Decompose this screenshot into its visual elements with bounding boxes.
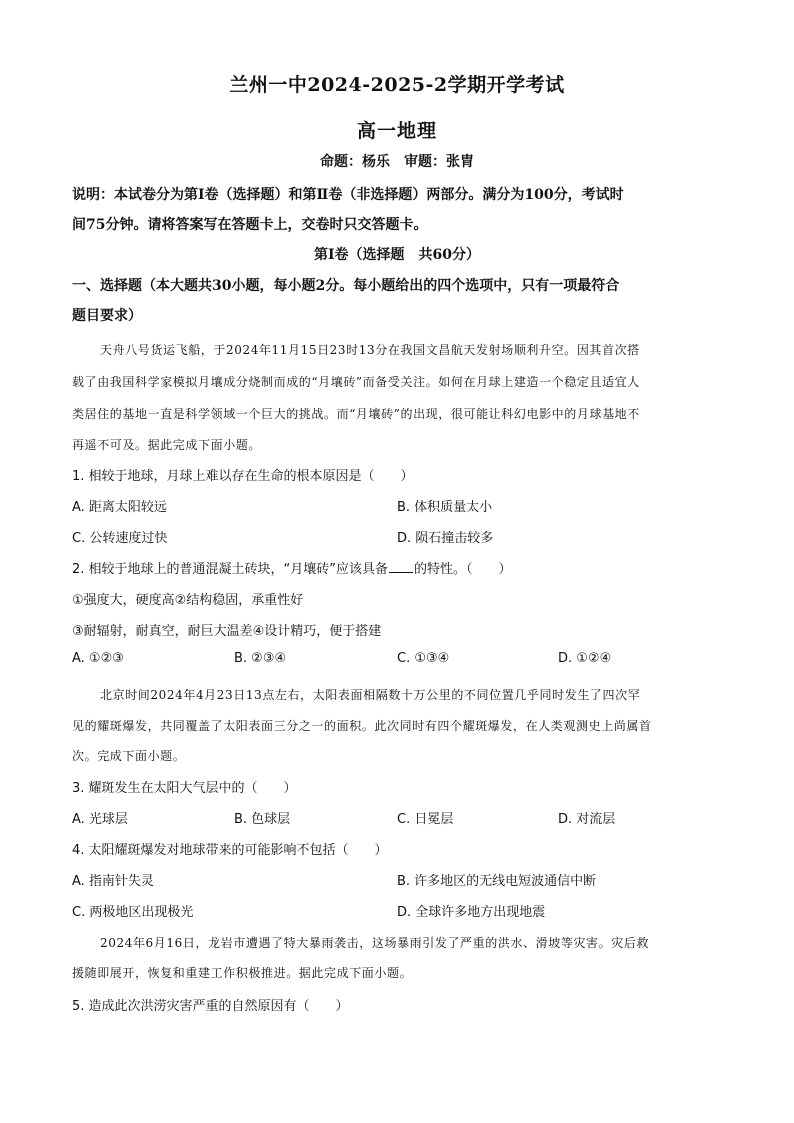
question-3-option-b: B. 色球层: [234, 812, 291, 827]
question-3-option-a: A. 光球层: [72, 812, 128, 827]
question-2-statements-1: ①强度大，硬度高②结构稳固，承重性好: [72, 593, 304, 608]
question-4-stem: 4. 太阳耀斑爆发对地球带来的可能影响不包括（ ）: [72, 843, 388, 858]
question-2-option-d: D. ①②④: [558, 651, 612, 666]
passage-2-line-1: 北京时间2024年4月23日13点左右，太阳表面相隔数十万公里的不同位置几乎同时发生了四次罕: [100, 688, 641, 702]
question-2-stem-start: 2. 相较于地球上的普通混凝土砖块，“月壤砖”应该具备: [72, 562, 389, 577]
passage-1-line-3: 类居住的基地一直是科学领域一个巨大的挑战。而“月壤砖”的出现，很可能让科幻电影中的月球基地不: [72, 407, 640, 421]
question-2-option-c: C. ①③④: [397, 651, 450, 666]
instructions-line-2: 间75分钟。请将答案写在答题卡上，交卷时只交答题卡。: [72, 217, 428, 233]
question-1-option-a: A. 距离太阳较远: [72, 500, 167, 515]
exam-title: 兰州一中2024-2025-2学期开学考试: [229, 74, 565, 96]
passage-2-line-2: 见的耀斑爆发，共同覆盖了太阳表面三分之一的面积。此次同时有四个耀斑爆发，在人类观测史上尚属首: [72, 719, 652, 733]
question-5-stem: 5. 造成此次洪涝灾害严重的自然原因有（ ）: [72, 999, 349, 1014]
section-heading-line-1: 一、选择题（本大题共30小题，每小题2分。每小题给出的四个选项中，只有一项最符合: [72, 278, 620, 294]
answer-blank: [389, 560, 413, 573]
passage-3-line-2: 援随即展开，恢复和重建工作积极推进。据此完成下面小题。: [72, 966, 413, 980]
question-1-stem: 1. 相较于地球，月球上难以存在生命的根本原因是（ ）: [72, 469, 414, 484]
question-3-option-c: C. 日冕层: [397, 812, 454, 827]
question-3-option-d: D. 对流层: [558, 812, 616, 827]
question-2-stem-end: 的特性。（ ）: [414, 562, 512, 577]
section-title: 第Ⅰ卷（选择题 共60分）: [313, 247, 481, 263]
passage-1-line-1: 天舟八号货运飞船，于2024年11月15日23时13分在我国文昌航天发射场顺利升空。因其首次搭: [100, 343, 640, 357]
question-2-statements-2: ③耐辐射，耐真空，耐巨大温差④设计精巧，便于搭建: [72, 624, 382, 639]
passage-3-line-1: 2024年6月16日，龙岩市遭遇了特大暴雨袭击，这场暴雨引发了严重的洪水、滑坡等灾害。灾后救: [100, 936, 650, 950]
instructions-line-1: 说明：本试卷分为第Ⅰ卷（选择题）和第Ⅱ卷（非选择题）两部分。满分为100分，考试时: [72, 187, 624, 203]
question-2-stem: [72, 558, 722, 577]
passage-2-line-3: 次。完成下面小题。: [72, 749, 186, 763]
question-1-option-c: C. 公转速度过快: [72, 531, 168, 546]
question-4-option-d: D. 全球许多地方出现地震: [397, 905, 546, 920]
passage-1-line-2: 载了由我国科学家模拟月壤成分烧制而成的“月壤砖”而备受关注。如何在月球上建造一个稳定且适宜人: [72, 375, 640, 389]
question-2-option-a: A. ①②③: [72, 651, 124, 666]
question-1-option-b: B. 体积质量太小: [397, 500, 493, 515]
question-4-option-a: A. 指南针失灵: [72, 874, 154, 889]
subject-title: 高一地理: [356, 120, 437, 142]
question-4-option-b: B. 许多地区的无线电短波通信中断: [397, 874, 597, 889]
question-1-option-d: D. 陨石撞击较多: [397, 531, 494, 546]
passage-1-line-4: 再遥不可及。据此完成下面小题。: [72, 438, 262, 452]
question-2-option-b: B. ②③④: [234, 651, 287, 666]
question-4-option-c: C. 两极地区出现极光: [72, 905, 194, 920]
question-3-stem: 3. 耀斑发生在太阳大气层中的（ ）: [72, 781, 297, 796]
section-heading-line-2: 题目要求）: [72, 308, 142, 324]
author-line: 命题：杨乐 审题：张胄: [320, 154, 474, 170]
